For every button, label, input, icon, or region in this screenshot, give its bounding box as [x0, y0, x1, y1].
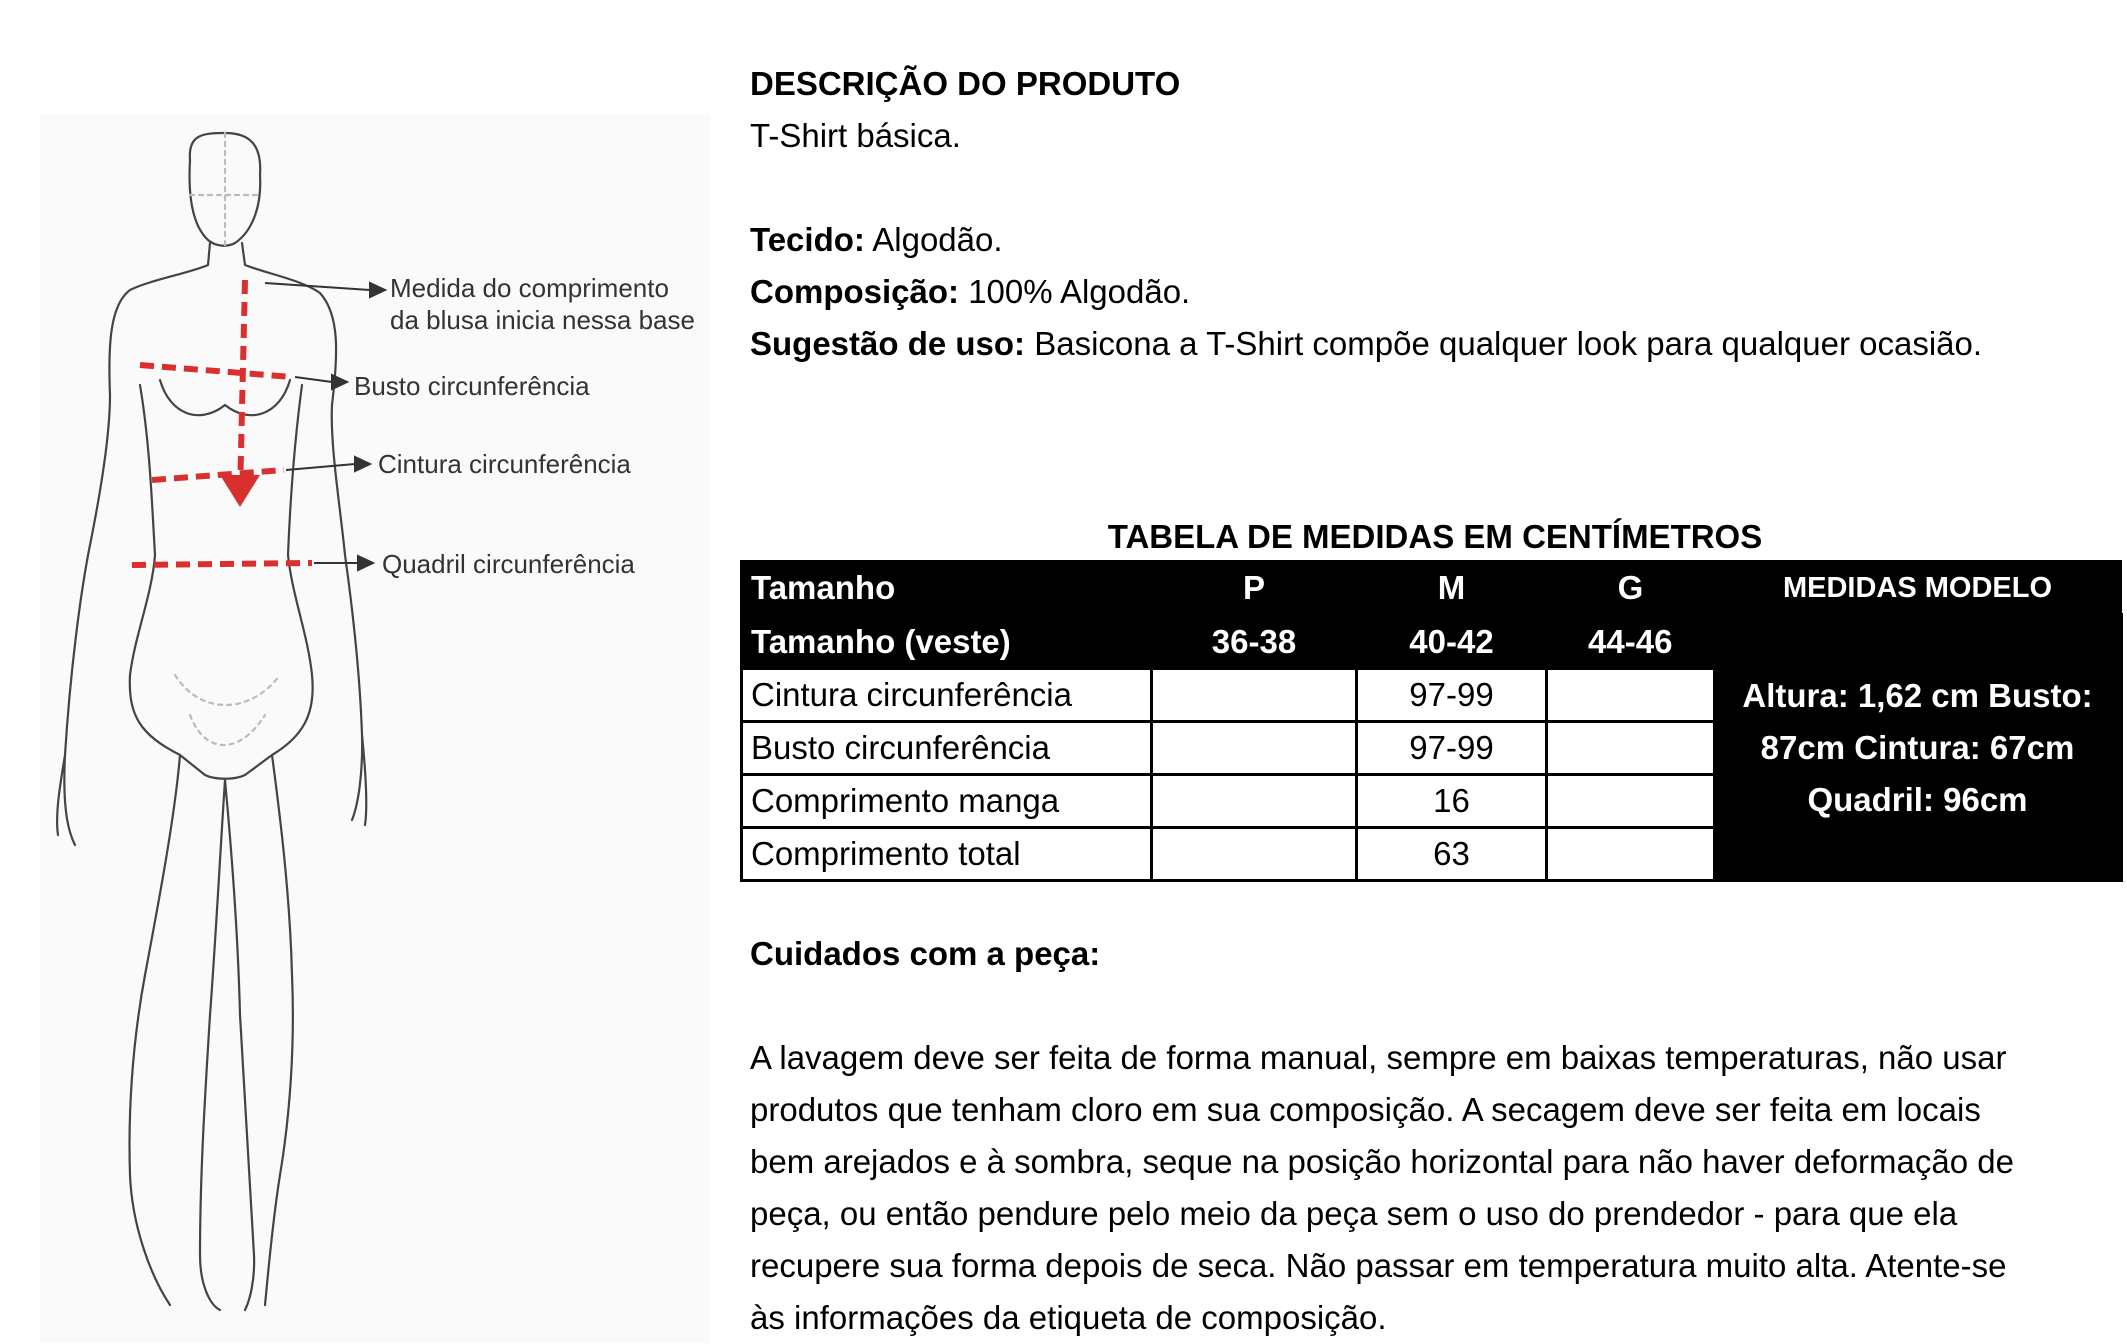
bust-line [140, 365, 292, 377]
size-table [740, 560, 2123, 882]
usage-label: Sugestão de uso: [750, 325, 1026, 362]
bust-callout-arrow [295, 377, 332, 382]
length-arrowhead [220, 475, 260, 507]
model-measurements-text: Altura: 1,62 cm Busto: 87cm Cintura: 67cm Quadril: 96cm [1715, 615, 2121, 880]
description-heading: DESCRIÇÃO DO PRODUTO [750, 65, 1181, 102]
product-description [750, 58, 2110, 370]
length-line [240, 280, 245, 495]
usage-line [750, 318, 2110, 370]
subheader-p: 36-38 [1152, 615, 1357, 668]
brief-guides [175, 675, 280, 745]
row-label: Comprimento manga [742, 774, 1152, 827]
care-line: bem arejados e à sombra, seque na posição horizontal para não haver deformação de [750, 1143, 2014, 1180]
callout-length-line2: da blusa inicia nessa base [390, 305, 695, 335]
cell-g [1547, 668, 1715, 721]
waist-callout-arrow [286, 464, 355, 470]
header-m: M [1357, 562, 1547, 616]
torso-outline [57, 243, 366, 1310]
callout-hip: Quadril circunferência [382, 549, 635, 579]
cell-m: 97-99 [1357, 721, 1547, 774]
hip-line [132, 563, 312, 565]
fabric-line [750, 214, 2110, 266]
care-heading: Cuidados com a peça: [750, 935, 1101, 972]
fabric-value: Algodão. [872, 221, 1003, 258]
head-guides [190, 133, 262, 245]
composition-label: Composição: [750, 273, 960, 310]
size-table-header-row [742, 562, 2121, 616]
callout-waist: Cintura circunferência [378, 449, 631, 479]
cell-g [1547, 721, 1715, 774]
composition-line [750, 266, 2110, 318]
care-line: A lavagem deve ser feita de forma manual, sempre em baixas temperaturas, não usar [750, 1039, 2007, 1076]
size-table-title: TABELA DE MEDIDAS EM CENTÍMETROS [1107, 518, 1763, 555]
cell-m: 97-99 [1357, 668, 1547, 721]
care-line: às informações da etiqueta de composição. [750, 1299, 1387, 1336]
description-text: T-Shirt básica. [750, 117, 961, 154]
cell-p [1152, 721, 1357, 774]
callout-bust: Busto circunferência [354, 371, 590, 401]
subheader-m: 40-42 [1357, 615, 1547, 668]
header-g: G [1547, 562, 1715, 616]
care-line: produtos que tenham cloro em sua composição. A secagem deve ser feita em locais [750, 1091, 1981, 1128]
cell-g [1547, 827, 1715, 880]
cell-p [1152, 827, 1357, 880]
model-measurements-heading: MEDIDAS MODELO [1715, 562, 2121, 616]
care-line: recupere sua forma depois de seca. Não passar em temperatura muito alta. Atente-se [750, 1247, 2007, 1284]
usage-value: Basicona a T-Shirt compõe qualquer look para qualquer ocasião. [1034, 325, 1983, 362]
row-label: Busto circunferência [742, 721, 1152, 774]
cell-m: 16 [1357, 774, 1547, 827]
cell-g [1547, 774, 1715, 827]
composition-value: 100% Algodão. [968, 273, 1191, 310]
length-callout-arrow [265, 283, 370, 290]
care-line: peça, ou então pendure pelo meio da peça sem o uso do prendedor - para que ela [750, 1195, 1958, 1232]
callout-length-line1: Medida do comprimento [390, 273, 669, 303]
header-size: Tamanho [742, 562, 1152, 616]
subheader-size: Tamanho (veste) [742, 615, 1152, 668]
row-label: Comprimento total [742, 827, 1152, 880]
row-label: Cintura circunferência [742, 668, 1152, 721]
cell-m: 63 [1357, 827, 1547, 880]
care-instructions [750, 928, 2120, 1344]
header-p: P [1152, 562, 1357, 616]
cell-p [1152, 668, 1357, 721]
subheader-g: 44-46 [1547, 615, 1715, 668]
waist-line [152, 470, 284, 480]
cell-p [1152, 774, 1357, 827]
size-table-subheader-row [742, 615, 2121, 668]
fabric-label: Tecido: [750, 221, 865, 258]
